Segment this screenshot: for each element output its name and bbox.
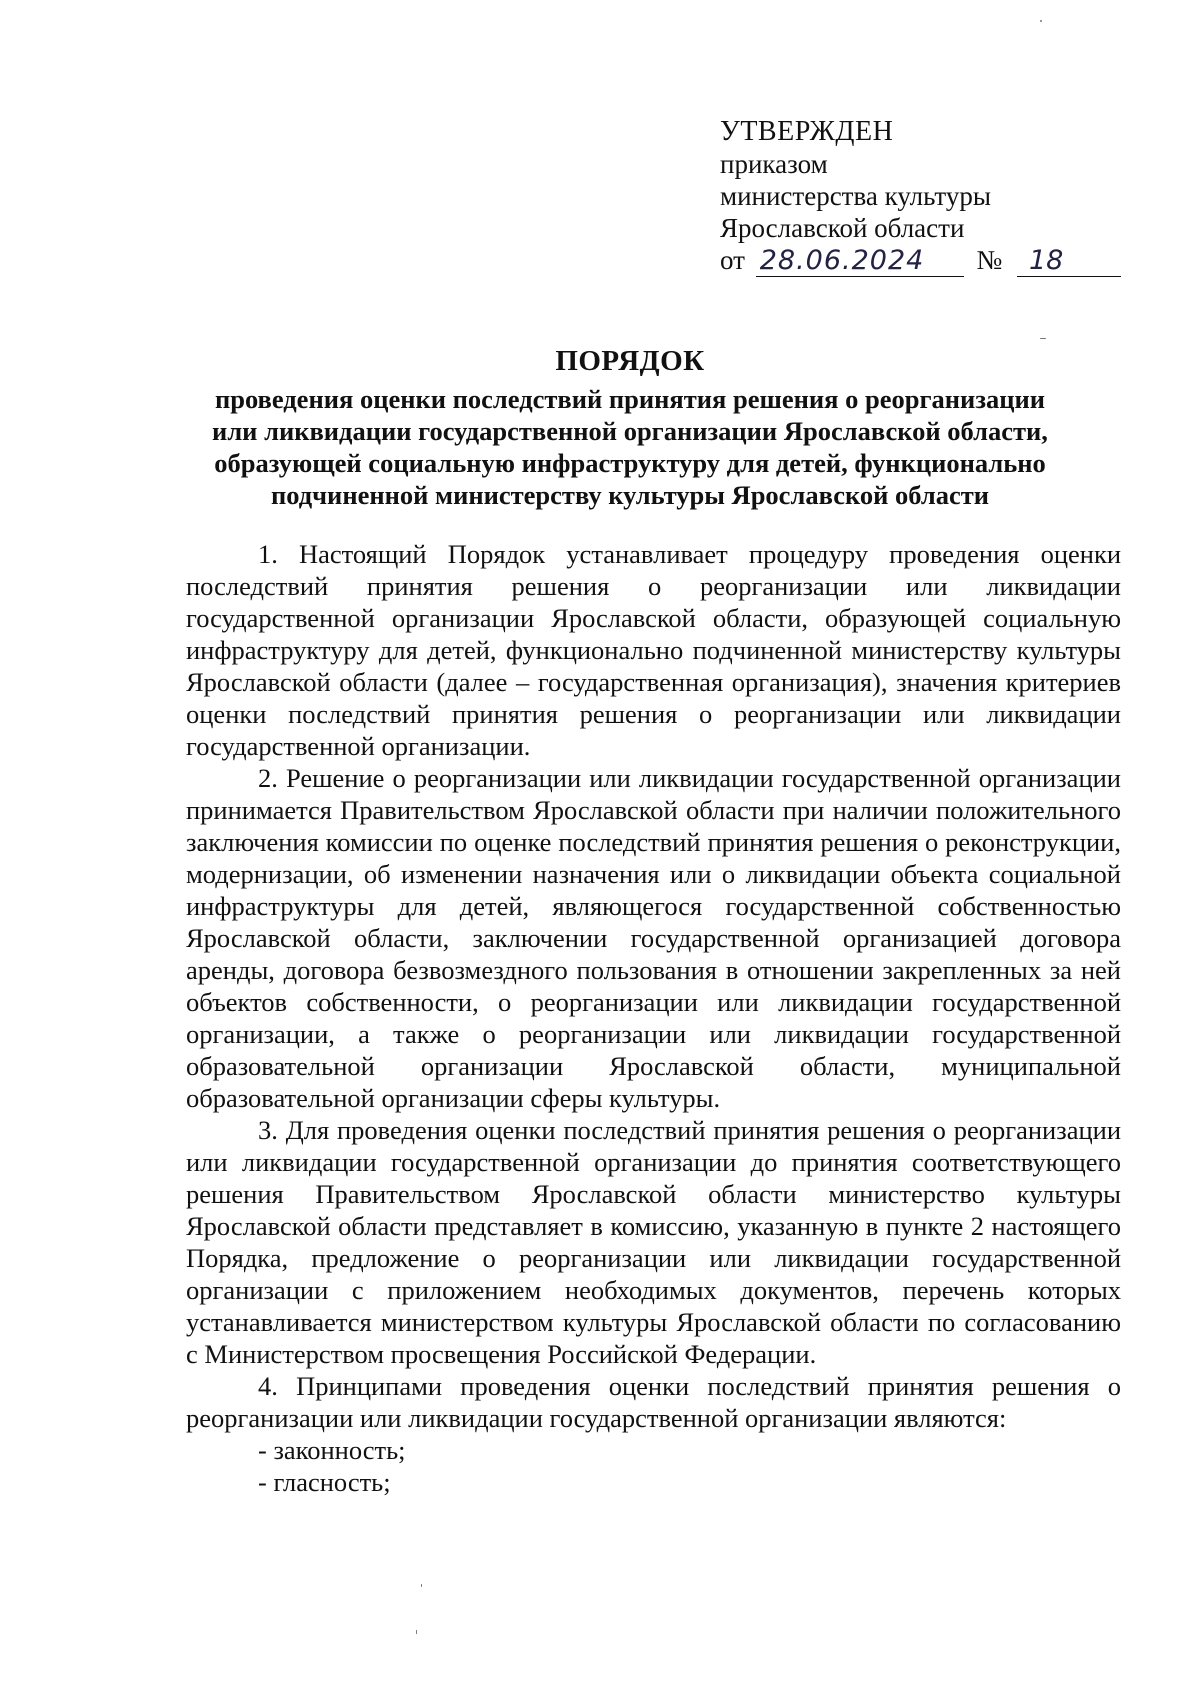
handwritten-number: 18 [1017, 246, 1121, 277]
document-heading [150, 343, 1110, 511]
bullet-item-legality: - законность; [258, 1435, 406, 1465]
heading-subtitle-line: проведения оценки последствий принятия решения о реорганизации [214, 384, 1046, 414]
approval-title: УТВЕРЖДЕН [720, 116, 894, 147]
number-sign: № [976, 245, 1003, 275]
paragraph-3: 3. Для проведения оценки последствий принятия решения о реорганизации или ликвидации государственной организации до принятия соответствующего решения Правительством Ярославской области министерство культуры Ярославской области представляет в комиссию, указанную в пункте 2 настоящего Порядка, предложение о реорганизации или ликвидации государственной организации с приложением необходимых документов, перечень которых устанавливается министерством культуры Ярославской области по согласованию с Министерством просвещения Российской Федерации. [186, 1115, 1121, 1369]
scan-speck [421, 1584, 422, 1587]
document-body [186, 538, 1121, 1498]
approval-line-ministry: министерства культуры [720, 181, 992, 211]
date-prefix: от [720, 245, 745, 275]
heading-subtitle-line: подчиненной министерству культуры Ярославской области [270, 480, 990, 510]
scan-speck [1040, 20, 1042, 22]
bullet-item-publicity: - гласность; [258, 1467, 391, 1497]
heading-subtitle-line: образующей социальную инфраструктуру для детей, функционально [214, 448, 1046, 478]
paragraph-1: 1. Настоящий Порядок устанавливает процедуру проведения оценки последствий принятия решения о реорганизации или ликвидации государственной организации Ярославской области, образующей социальную инфраструктуру для детей, функционально подчиненной министерству культуры Ярославской области (далее – государственная организация), значения критериев оценки последствий принятия решения о реорганизации или ликвидации государственной организации. [186, 539, 1121, 761]
heading-subtitle-line: или ликвидации государственной организации Ярославской области, [212, 416, 1048, 446]
heading-title: ПОРЯДОК [555, 345, 705, 377]
handwritten-date: 28.06.2024 [756, 246, 964, 277]
paragraph-4: 4. Принципами проведения оценки последствий принятия решения о реорганизации или ликвидации государственной организации являются: [186, 1371, 1121, 1433]
scan-speck [416, 1630, 417, 1634]
approval-line-order: приказом [720, 149, 828, 179]
approval-block [720, 116, 1120, 277]
scan-speck [1040, 338, 1046, 339]
approval-line-region: Ярославской области [720, 213, 965, 243]
approval-date-number-line [720, 244, 1120, 277]
paragraph-2: 2. Решение о реорганизации или ликвидации государственной организации принимается Правительством Ярославской области при наличии положительного заключения комиссии по оценке последствий принятия решения о реконструкции, модернизации, об изменении назначения или о ликвидации объекта социальной инфраструктуры для детей, являющегося государственной собственностью Ярославской области, заключении государственной организацией договора аренды, договора безвозмездного пользования в отношении закрепленных за ней объектов собственности, о реорганизации или ликвидации государственной организации, а также о реорганизации или ликвидации государственной образовательной организации Ярославской области, муниципальной образовательной организации сферы культуры. [186, 763, 1121, 1113]
